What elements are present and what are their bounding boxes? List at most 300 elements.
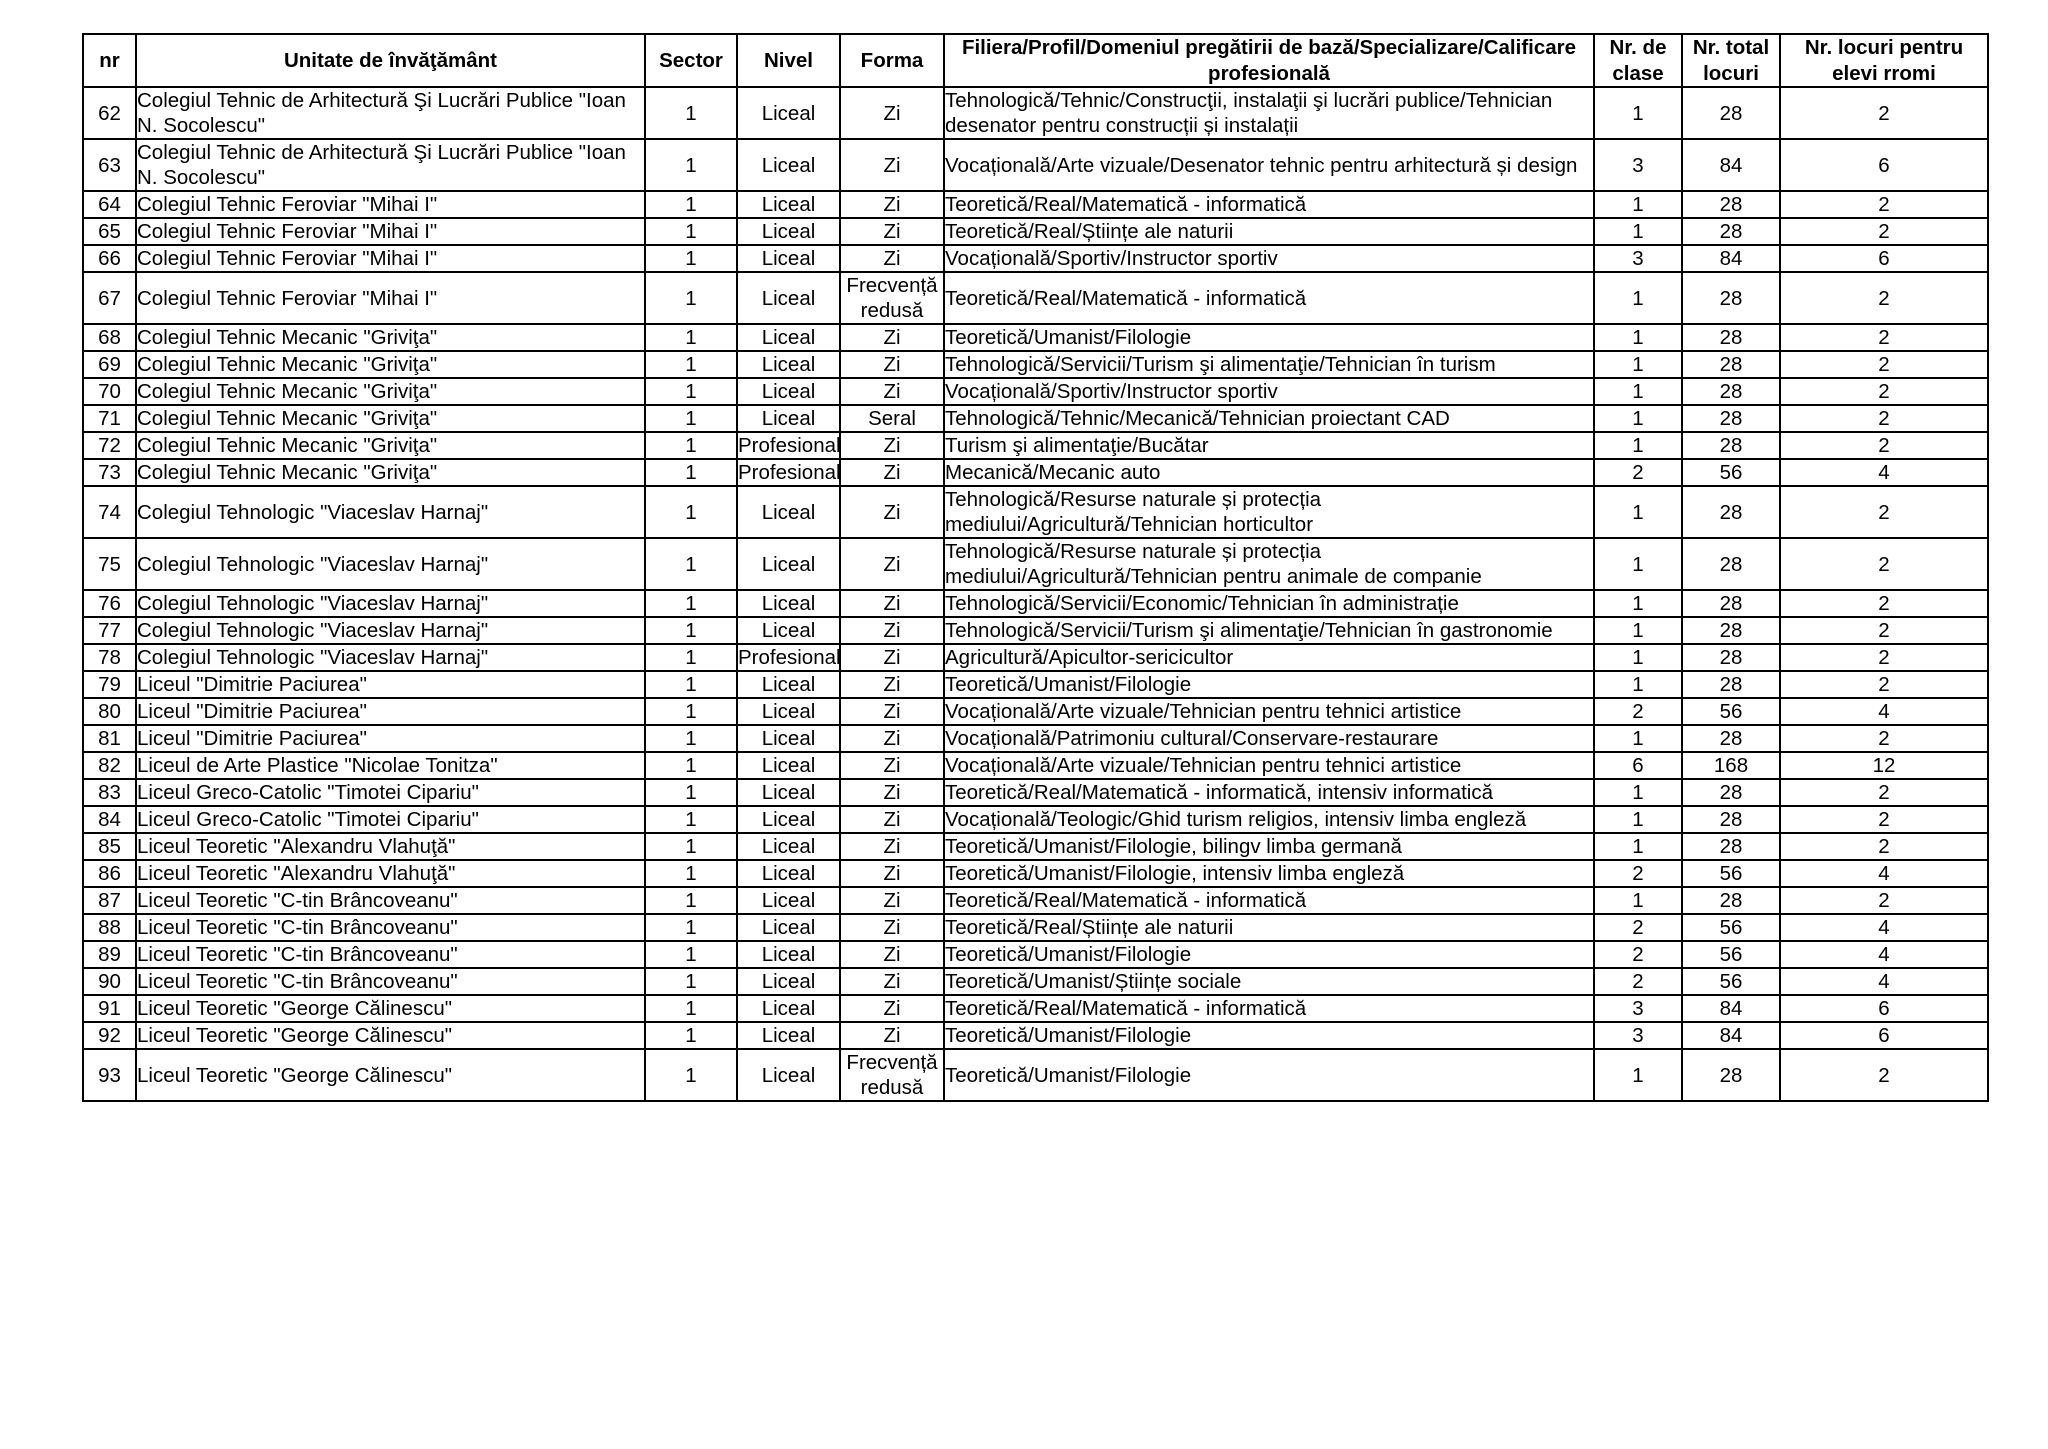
cell-classes-count: 1 xyxy=(1594,617,1682,644)
cell-form-value: Zi xyxy=(840,87,944,139)
cell-total-seats: 56 xyxy=(1682,459,1780,486)
cell-row-number: 75 xyxy=(83,538,136,590)
cell-form-value: Zi xyxy=(840,860,944,887)
cell-sector-value: 1 xyxy=(645,833,737,860)
cell-level-value: Liceal xyxy=(737,914,840,941)
cell-sector-value: 1 xyxy=(645,914,737,941)
cell-sector-value: 1 xyxy=(645,995,737,1022)
cell-row-number: 62 xyxy=(83,87,136,139)
cell-classes-count: 2 xyxy=(1594,459,1682,486)
admission-plan-table xyxy=(82,33,1989,1102)
cell-form-value: Zi xyxy=(840,995,944,1022)
cell-sector-value: 1 xyxy=(645,617,737,644)
cell-specialization-value: Teoretică/Umanist/Filologie xyxy=(944,941,1594,968)
cell-level-value: Liceal xyxy=(737,191,840,218)
cell-school-name: Colegiul Tehnic Mecanic "Griviţa" xyxy=(136,351,645,378)
cell-row-number: 91 xyxy=(83,995,136,1022)
cell-form-value: Zi xyxy=(840,833,944,860)
cell-form-value: Seral xyxy=(840,405,944,432)
cell-roma-seats: 6 xyxy=(1780,1022,1988,1049)
cell-level-value: Liceal xyxy=(737,272,840,324)
cell-form-value: Zi xyxy=(840,486,944,538)
cell-sector-value: 1 xyxy=(645,245,737,272)
cell-sector-value: 1 xyxy=(645,779,737,806)
cell-roma-seats: 2 xyxy=(1780,779,1988,806)
cell-row-number: 63 xyxy=(83,139,136,191)
cell-roma-seats: 4 xyxy=(1780,968,1988,995)
cell-specialization-value: Teoretică/Real/Matematică - informatică xyxy=(944,272,1594,324)
table-row xyxy=(83,752,1988,779)
cell-classes-count: 1 xyxy=(1594,806,1682,833)
cell-specialization-value: Turism şi alimentaţie/Bucătar xyxy=(944,432,1594,459)
cell-row-number: 70 xyxy=(83,378,136,405)
table-row xyxy=(83,87,1988,139)
cell-roma-seats: 2 xyxy=(1780,887,1988,914)
cell-school-name: Liceul Teoretic "C-tin Brâncoveanu" xyxy=(136,968,645,995)
table-row xyxy=(83,725,1988,752)
cell-row-number: 82 xyxy=(83,752,136,779)
cell-row-number: 87 xyxy=(83,887,136,914)
column-header-specialization: Filiera/Profil/Domeniul pregătirii de bază/Specializare/Calificare profesională xyxy=(944,34,1594,87)
cell-roma-seats: 2 xyxy=(1780,1049,1988,1101)
cell-classes-count: 1 xyxy=(1594,725,1682,752)
cell-sector-value: 1 xyxy=(645,486,737,538)
cell-classes-count: 1 xyxy=(1594,538,1682,590)
cell-form-value: Zi xyxy=(840,459,944,486)
cell-level-value: Liceal xyxy=(737,351,840,378)
cell-row-number: 68 xyxy=(83,324,136,351)
cell-specialization-value: Vocațională/Arte vizuale/Tehnician pentru tehnici artistice xyxy=(944,698,1594,725)
column-header-nr: nr xyxy=(83,34,136,87)
cell-form-value: Zi xyxy=(840,779,944,806)
cell-specialization-value: Tehnologică/Servicii/Turism şi alimentaţie/Tehnician în turism xyxy=(944,351,1594,378)
cell-specialization-value: Teoretică/Real/Științe ale naturii xyxy=(944,218,1594,245)
cell-level-value: Profesional xyxy=(738,434,841,458)
cell-row-number: 92 xyxy=(83,1022,136,1049)
cell-total-seats: 28 xyxy=(1682,887,1780,914)
cell-total-seats: 28 xyxy=(1682,538,1780,590)
cell-row-number: 89 xyxy=(83,941,136,968)
cell-total-seats: 84 xyxy=(1682,1022,1780,1049)
cell-classes-count: 2 xyxy=(1594,968,1682,995)
cell-level-value: Liceal xyxy=(737,887,840,914)
table-header xyxy=(83,34,1988,87)
cell-total-seats: 84 xyxy=(1682,995,1780,1022)
cell-row-number: 86 xyxy=(83,860,136,887)
cell-row-number: 72 xyxy=(83,432,136,459)
cell-roma-seats: 2 xyxy=(1780,486,1988,538)
cell-sector-value: 1 xyxy=(645,538,737,590)
cell-roma-seats: 2 xyxy=(1780,218,1988,245)
cell-row-number: 77 xyxy=(83,617,136,644)
cell-form-value: Zi xyxy=(840,378,944,405)
cell-form-value: Frecvență redusă xyxy=(840,1049,944,1101)
cell-form-value: Zi xyxy=(840,698,944,725)
cell-sector-value: 1 xyxy=(645,378,737,405)
table-row xyxy=(83,486,1988,538)
cell-school-name: Liceul "Dimitrie Paciurea" xyxy=(136,671,645,698)
cell-school-name: Colegiul Tehnologic "Viaceslav Harnaj" xyxy=(136,617,645,644)
cell-level-value: Liceal xyxy=(737,486,840,538)
cell-form-value: Zi xyxy=(840,1022,944,1049)
cell-classes-count: 1 xyxy=(1594,486,1682,538)
cell-row-number: 84 xyxy=(83,806,136,833)
column-header-nr-total-locuri: Nr. total locuri xyxy=(1682,34,1780,87)
cell-classes-count: 1 xyxy=(1594,218,1682,245)
cell-total-seats: 28 xyxy=(1682,644,1780,671)
cell-specialization-value: Teoretică/Umanist/Filologie xyxy=(944,1022,1594,1049)
cell-sector-value: 1 xyxy=(645,272,737,324)
cell-sector-value: 1 xyxy=(645,139,737,191)
cell-total-seats: 28 xyxy=(1682,324,1780,351)
column-header-nr-locuri-rromi: Nr. locuri pentru elevi rromi xyxy=(1780,34,1988,87)
cell-specialization-value: Teoretică/Real/Matematică - informatică, intensiv informatică xyxy=(944,779,1594,806)
table-row xyxy=(83,378,1988,405)
table-row xyxy=(83,860,1988,887)
cell-classes-count: 3 xyxy=(1594,1022,1682,1049)
cell-sector-value: 1 xyxy=(645,191,737,218)
cell-classes-count: 6 xyxy=(1594,752,1682,779)
cell-form-value: Zi xyxy=(840,191,944,218)
cell-form-value: Zi xyxy=(840,968,944,995)
cell-total-seats: 28 xyxy=(1682,590,1780,617)
cell-total-seats: 28 xyxy=(1682,351,1780,378)
cell-total-seats: 28 xyxy=(1682,272,1780,324)
cell-classes-count: 2 xyxy=(1594,914,1682,941)
table-row xyxy=(83,351,1988,378)
cell-specialization-value: Teoretică/Real/Matematică - informatică xyxy=(944,995,1594,1022)
column-header-forma: Forma xyxy=(840,34,944,87)
cell-classes-count: 3 xyxy=(1594,139,1682,191)
table-row xyxy=(83,833,1988,860)
table-row xyxy=(83,245,1988,272)
cell-row-number: 79 xyxy=(83,671,136,698)
table-row xyxy=(83,139,1988,191)
cell-level-value: Liceal xyxy=(737,698,840,725)
cell-roma-seats: 6 xyxy=(1780,245,1988,272)
cell-sector-value: 1 xyxy=(645,698,737,725)
cell-school-name: Colegiul Tehnic Mecanic "Griviţa" xyxy=(136,405,645,432)
cell-total-seats: 56 xyxy=(1682,941,1780,968)
cell-total-seats: 28 xyxy=(1682,1049,1780,1101)
cell-level-value: Liceal xyxy=(737,806,840,833)
cell-school-name: Colegiul Tehnic Feroviar "Mihai I" xyxy=(136,272,645,324)
column-header-sector: Sector xyxy=(645,34,737,87)
table-row xyxy=(83,324,1988,351)
table-row xyxy=(83,405,1988,432)
cell-roma-seats: 2 xyxy=(1780,538,1988,590)
cell-total-seats: 28 xyxy=(1682,779,1780,806)
table-row xyxy=(83,887,1988,914)
cell-form-value: Zi xyxy=(840,752,944,779)
table-row xyxy=(83,218,1988,245)
table-row xyxy=(83,698,1988,725)
cell-classes-count: 1 xyxy=(1594,405,1682,432)
cell-roma-seats: 2 xyxy=(1780,378,1988,405)
cell-roma-seats: 2 xyxy=(1780,432,1988,459)
cell-sector-value: 1 xyxy=(645,1049,737,1101)
cell-roma-seats: 2 xyxy=(1780,725,1988,752)
cell-roma-seats: 2 xyxy=(1780,806,1988,833)
cell-classes-count: 2 xyxy=(1594,941,1682,968)
cell-total-seats: 56 xyxy=(1682,968,1780,995)
cell-row-number: 65 xyxy=(83,218,136,245)
cell-specialization-value: Tehnologică/Servicii/Economic/Tehnician în administrație xyxy=(944,590,1594,617)
cell-classes-count: 1 xyxy=(1594,272,1682,324)
table-row xyxy=(83,671,1988,698)
cell-school-name: Colegiul Tehnic Mecanic "Griviţa" xyxy=(136,459,645,486)
cell-school-name: Colegiul Tehnologic "Viaceslav Harnaj" xyxy=(136,644,645,671)
cell-row-number: 83 xyxy=(83,779,136,806)
cell-form-value: Frecvență redusă xyxy=(840,272,944,324)
cell-specialization-value: Teoretică/Real/Matematică - informatică xyxy=(944,191,1594,218)
cell-roma-seats: 2 xyxy=(1780,87,1988,139)
cell-specialization-value: Vocațională/Patrimoniu cultural/Conservare-restaurare xyxy=(944,725,1594,752)
cell-form-value: Zi xyxy=(840,725,944,752)
cell-sector-value: 1 xyxy=(645,590,737,617)
cell-level-value: Profesional xyxy=(738,461,841,485)
cell-specialization-value: Teoretică/Umanist/Științe sociale xyxy=(944,968,1594,995)
cell-total-seats: 28 xyxy=(1682,378,1780,405)
cell-classes-count: 1 xyxy=(1594,378,1682,405)
cell-sector-value: 1 xyxy=(645,968,737,995)
cell-level-value: Liceal xyxy=(737,941,840,968)
table-row xyxy=(83,1022,1988,1049)
cell-specialization-value: Mecanică/Mecanic auto xyxy=(944,459,1594,486)
cell-school-name: Liceul Teoretic "Alexandru Vlahuţă" xyxy=(136,860,645,887)
cell-row-number: 85 xyxy=(83,833,136,860)
cell-roma-seats: 4 xyxy=(1780,459,1988,486)
cell-level-value: Liceal xyxy=(737,860,840,887)
cell-school-name: Liceul Teoretic "George Călinescu" xyxy=(136,995,645,1022)
cell-row-number: 74 xyxy=(83,486,136,538)
cell-classes-count: 1 xyxy=(1594,779,1682,806)
cell-sector-value: 1 xyxy=(645,671,737,698)
cell-specialization-value: Teoretică/Umanist/Filologie xyxy=(944,1049,1594,1101)
cell-roma-seats: 2 xyxy=(1780,833,1988,860)
table-row xyxy=(83,914,1988,941)
cell-specialization-value: Tehnologică/Servicii/Turism şi alimentaţie/Tehnician în gastronomie xyxy=(944,617,1594,644)
cell-total-seats: 28 xyxy=(1682,191,1780,218)
cell-school-name: Colegiul Tehnic Mecanic "Griviţa" xyxy=(136,432,645,459)
table-row xyxy=(83,459,1988,486)
cell-roma-seats: 6 xyxy=(1780,139,1988,191)
cell-level-value: Liceal xyxy=(737,1022,840,1049)
cell-classes-count: 1 xyxy=(1594,324,1682,351)
cell-level-value: Liceal xyxy=(737,378,840,405)
cell-classes-count: 1 xyxy=(1594,432,1682,459)
cell-school-name: Colegiul Tehnic de Arhitectură Şi Lucrări Publice "Ioan N. Socolescu" xyxy=(136,139,645,191)
cell-row-number: 73 xyxy=(83,459,136,486)
cell-specialization-value: Vocațională/Arte vizuale/Desenator tehnic pentru arhitectură și design xyxy=(944,139,1594,191)
cell-school-name: Liceul de Arte Plastice "Nicolae Tonitza" xyxy=(136,752,645,779)
cell-specialization-value: Teoretică/Umanist/Filologie, bilingv limba germană xyxy=(944,833,1594,860)
cell-specialization-value: Tehnologică/Tehnic/Construcţii, instalaţii şi lucrări publice/Tehnician desenator pentru construcții și instalații xyxy=(944,87,1594,139)
cell-total-seats: 28 xyxy=(1682,617,1780,644)
cell-school-name: Liceul "Dimitrie Paciurea" xyxy=(136,698,645,725)
cell-row-number: 64 xyxy=(83,191,136,218)
cell-classes-count: 1 xyxy=(1594,644,1682,671)
cell-classes-count: 2 xyxy=(1594,860,1682,887)
cell-classes-count: 3 xyxy=(1594,995,1682,1022)
cell-roma-seats: 2 xyxy=(1780,617,1988,644)
cell-sector-value: 1 xyxy=(645,941,737,968)
cell-school-name: Liceul Teoretic "George Călinescu" xyxy=(136,1022,645,1049)
cell-form-value: Zi xyxy=(840,914,944,941)
cell-specialization-value: Agricultură/Apicultor-sericicultor xyxy=(944,644,1594,671)
cell-form-value: Zi xyxy=(840,218,944,245)
cell-total-seats: 28 xyxy=(1682,671,1780,698)
cell-level-value: Profesional xyxy=(738,646,841,670)
cell-roma-seats: 2 xyxy=(1780,644,1988,671)
cell-sector-value: 1 xyxy=(645,324,737,351)
cell-classes-count: 3 xyxy=(1594,245,1682,272)
cell-total-seats: 56 xyxy=(1682,914,1780,941)
cell-total-seats: 56 xyxy=(1682,860,1780,887)
cell-specialization-value: Teoretică/Umanist/Filologie xyxy=(944,671,1594,698)
cell-sector-value: 1 xyxy=(645,752,737,779)
table-body xyxy=(83,87,1988,1101)
table-row xyxy=(83,191,1988,218)
cell-level-value: Liceal xyxy=(737,725,840,752)
cell-classes-count: 1 xyxy=(1594,833,1682,860)
cell-specialization-value: Vocațională/Sportiv/Instructor sportiv xyxy=(944,378,1594,405)
cell-specialization-value: Teoretică/Umanist/Filologie, intensiv limba engleză xyxy=(944,860,1594,887)
cell-level-value: Liceal xyxy=(737,139,840,191)
cell-level-value: Liceal xyxy=(737,779,840,806)
cell-roma-seats: 4 xyxy=(1780,941,1988,968)
cell-roma-seats: 2 xyxy=(1780,324,1988,351)
cell-level-value: Liceal xyxy=(737,218,840,245)
cell-level-value: Liceal xyxy=(737,752,840,779)
cell-specialization-value: Tehnologică/Resurse naturale și protecția mediului/Agricultură/Tehnician pentru animale de companie xyxy=(944,538,1594,590)
table-row xyxy=(83,779,1988,806)
cell-level-value: Liceal xyxy=(737,538,840,590)
cell-total-seats: 28 xyxy=(1682,87,1780,139)
cell-specialization-value: Tehnologică/Tehnic/Mecanică/Tehnician proiectant CAD xyxy=(944,405,1594,432)
cell-classes-count: 1 xyxy=(1594,590,1682,617)
cell-school-name: Liceul Teoretic "George Călinescu" xyxy=(136,1049,645,1101)
cell-level-value: Liceal xyxy=(737,671,840,698)
cell-row-number: 90 xyxy=(83,968,136,995)
cell-school-name: Colegiul Tehnologic "Viaceslav Harnaj" xyxy=(136,538,645,590)
cell-form-value: Zi xyxy=(840,245,944,272)
table-row xyxy=(83,272,1988,324)
cell-classes-count: 1 xyxy=(1594,87,1682,139)
cell-form-value: Zi xyxy=(840,644,944,671)
cell-level-value: Liceal xyxy=(737,1049,840,1101)
table-row xyxy=(83,995,1988,1022)
cell-sector-value: 1 xyxy=(645,459,737,486)
cell-total-seats: 84 xyxy=(1682,139,1780,191)
table-row xyxy=(83,617,1988,644)
cell-sector-value: 1 xyxy=(645,806,737,833)
cell-school-name: Colegiul Tehnic Feroviar "Mihai I" xyxy=(136,191,645,218)
table-row xyxy=(83,432,1988,459)
cell-classes-count: 1 xyxy=(1594,1049,1682,1101)
cell-school-name: Liceul Teoretic "Alexandru Vlahuţă" xyxy=(136,833,645,860)
cell-form-value: Zi xyxy=(840,887,944,914)
cell-level-value: Liceal xyxy=(737,590,840,617)
cell-specialization-value: Vocațională/Sportiv/Instructor sportiv xyxy=(944,245,1594,272)
cell-row-number: 78 xyxy=(83,644,136,671)
cell-classes-count: 1 xyxy=(1594,887,1682,914)
cell-school-name: Liceul Teoretic "C-tin Brâncoveanu" xyxy=(136,914,645,941)
column-header-nivel: Nivel xyxy=(737,34,840,87)
cell-total-seats: 28 xyxy=(1682,432,1780,459)
cell-row-number: 88 xyxy=(83,914,136,941)
cell-row-number: 81 xyxy=(83,725,136,752)
cell-total-seats: 28 xyxy=(1682,218,1780,245)
cell-sector-value: 1 xyxy=(645,432,737,459)
cell-level-value: Liceal xyxy=(737,87,840,139)
cell-form-value: Zi xyxy=(840,139,944,191)
cell-row-number: 69 xyxy=(83,351,136,378)
cell-total-seats: 28 xyxy=(1682,486,1780,538)
cell-school-name: Liceul Greco-Catolic "Timotei Cipariu" xyxy=(136,806,645,833)
cell-specialization-value: Vocațională/Teologic/Ghid turism religios, intensiv limba engleză xyxy=(944,806,1594,833)
cell-row-number: 93 xyxy=(83,1049,136,1101)
table-row xyxy=(83,941,1988,968)
cell-school-name: Liceul Teoretic "C-tin Brâncoveanu" xyxy=(136,887,645,914)
cell-row-number: 76 xyxy=(83,590,136,617)
cell-sector-value: 1 xyxy=(645,351,737,378)
cell-level-value: Liceal xyxy=(737,405,840,432)
cell-sector-value: 1 xyxy=(645,644,737,671)
cell-roma-seats: 2 xyxy=(1780,590,1988,617)
cell-row-number: 67 xyxy=(83,272,136,324)
cell-roma-seats: 2 xyxy=(1780,405,1988,432)
cell-specialization-value: Tehnologică/Resurse naturale și protecția mediului/Agricultură/Tehnician horticultor xyxy=(944,486,1594,538)
cell-specialization-value: Teoretică/Real/Științe ale naturii xyxy=(944,914,1594,941)
cell-total-seats: 28 xyxy=(1682,806,1780,833)
cell-total-seats: 28 xyxy=(1682,833,1780,860)
cell-specialization-value: Vocațională/Arte vizuale/Tehnician pentru tehnici artistice xyxy=(944,752,1594,779)
cell-classes-count: 1 xyxy=(1594,191,1682,218)
cell-classes-count: 1 xyxy=(1594,351,1682,378)
cell-school-name: Colegiul Tehnologic "Viaceslav Harnaj" xyxy=(136,590,645,617)
cell-roma-seats: 2 xyxy=(1780,351,1988,378)
cell-school-name: Colegiul Tehnic Mecanic "Griviţa" xyxy=(136,324,645,351)
cell-level-value: Liceal xyxy=(737,324,840,351)
table-row xyxy=(83,538,1988,590)
cell-total-seats: 84 xyxy=(1682,245,1780,272)
cell-sector-value: 1 xyxy=(645,405,737,432)
cell-specialization-value: Teoretică/Real/Matematică - informatică xyxy=(944,887,1594,914)
cell-school-name: Liceul "Dimitrie Paciurea" xyxy=(136,725,645,752)
cell-sector-value: 1 xyxy=(645,725,737,752)
cell-school-name: Colegiul Tehnic Feroviar "Mihai I" xyxy=(136,245,645,272)
table-row xyxy=(83,590,1988,617)
cell-row-number: 66 xyxy=(83,245,136,272)
cell-form-value: Zi xyxy=(840,538,944,590)
cell-sector-value: 1 xyxy=(645,887,737,914)
cell-specialization-value: Teoretică/Umanist/Filologie xyxy=(944,324,1594,351)
cell-school-name: Colegiul Tehnologic "Viaceslav Harnaj" xyxy=(136,486,645,538)
cell-roma-seats: 2 xyxy=(1780,671,1988,698)
cell-total-seats: 28 xyxy=(1682,405,1780,432)
cell-total-seats: 168 xyxy=(1682,752,1780,779)
table-row xyxy=(83,968,1988,995)
cell-roma-seats: 4 xyxy=(1780,860,1988,887)
cell-classes-count: 2 xyxy=(1594,698,1682,725)
cell-level-value: Liceal xyxy=(737,995,840,1022)
header-row xyxy=(83,34,1988,87)
cell-classes-count: 1 xyxy=(1594,671,1682,698)
cell-level-value: Liceal xyxy=(737,833,840,860)
cell-level-value: Liceal xyxy=(737,617,840,644)
cell-row-number: 71 xyxy=(83,405,136,432)
